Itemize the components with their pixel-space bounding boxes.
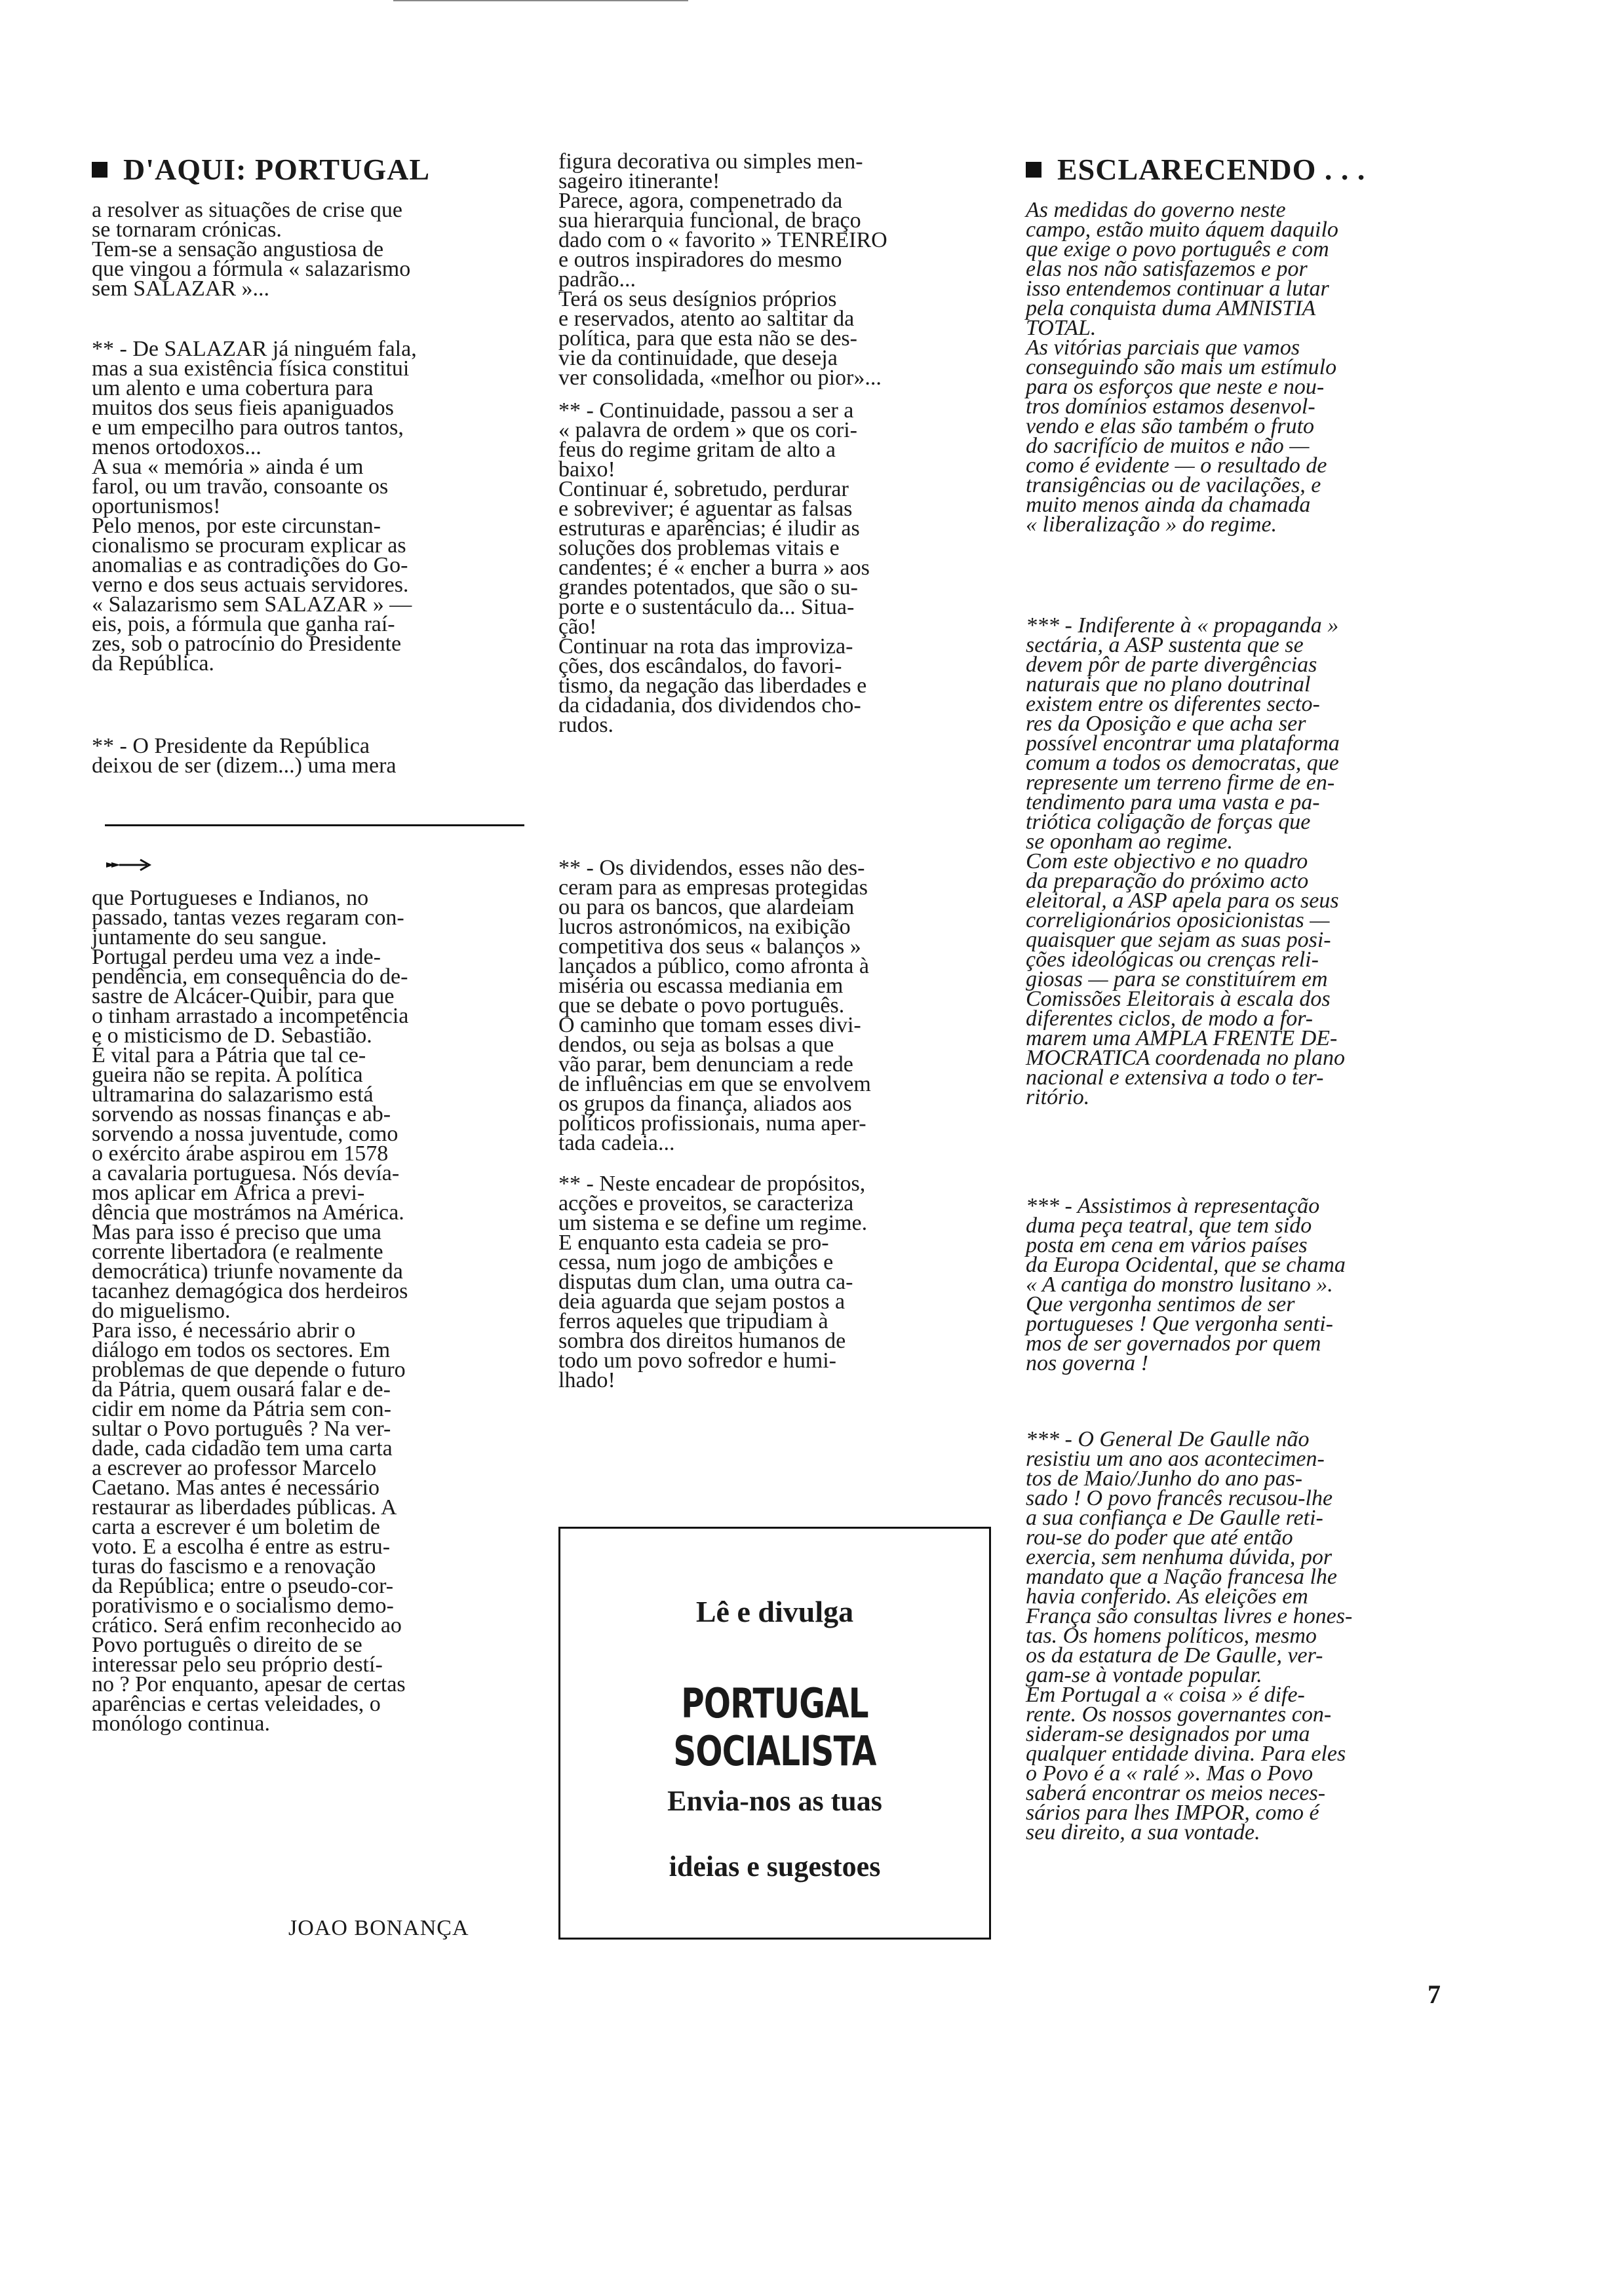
paragraph: que Portugueses e Indianos, no passado, tantas vezes regaram con- juntamente do seu sangue. Portugal perdeu uma vez a inde- pendência, em consequência do de- sastre de Alcácer-Quibir, para que o tinham arrastado a incompetência e o misticismo de D. Sebastião. É vital para a Pátria que tal ce- gueira não se repita. A política ultramarina do salazarismo está sorvendo as nossas finanças e ab- sorvendo a nossa juventude, como o exército árabe aspirou em 1578 a cavalaria portuguesa. Nós devía- mos aplicar em África a previ- dência que mostrámos na América. Mas para isso é preciso que uma corrente libertadora (e realmente democrática) triunfe novamente da tacanhez demagógica dos herdeiros do miguelismo. Para isso, é necessário abrir o diálogo em todos os sectores. Em problemas de que depende o futuro da Pátria, quem ousará falar e de- cidir em nome da Pátria sem con- sultar o Povo português ? Na ver- dade, cada cidadão tem uma carta a escrever ao professor Marcelo Caetano. Mas antes é necessário restaurar as liberdades públicas. A carta a escrever é um boletim de voto. E a escolha é entre as estru- turas do fascismo e a renovação da República; entre o pseudo-cor- porativismo e o socialismo demo- crático. Será enfim reconhecido ao Povo português o direito de se interessar pelo seu próprio destí- no ? Por enquanto, apesar de certas aparências e certas veleidades, o monólogo continua.: [92, 886, 409, 1736]
heading-text: ESCLARECENDO . . .: [1057, 153, 1366, 186]
paragraph: a resolver as situações de crise que se tornaram crónicas. Tem-se a sensação angustiosa de que vingou a fórmula « salazarismo sem SALAZAR »...: [92, 198, 411, 301]
section-heading-daqui: [92, 152, 430, 187]
page-number: 7: [1428, 1980, 1441, 2009]
section-heading-esclarecendo: [1026, 152, 1365, 187]
heading-text: D'AQUI: PORTUGAL: [123, 153, 431, 186]
paragraph: *** - Assistimos à representação duma peça teatral, que tem sido posta em cena em vários países da Europa Ocidental, que se chama « A cantiga do monstro lusitano ». Que vergonha sentimos de ser portugueses ! Que vergonha senti- mos de ser governados por quem nos governa !: [1026, 1194, 1346, 1375]
paragraph: *** - O General De Gaulle não resistiu um ano aos acontecimen- tos de Maio/Junho do ano pas- sado ! O povo francês recusou-lhe a sua confiança e De Gaulle reti- rou-se do poder que até então exercia, sem nenhuma dúvida, por mandato que a Nação francesa lhe havia conferido. As eleições em França são consultas livres e hones- tas. Os homens políticos, mesmo os da estatura de De Gaulle, ver- gam-se à vontade popular. Em Portugal a « coisa » é dife- rente. Os nossos governantes con- sideram-se designados por uma qualquer entidade divina. Para eles o Povo é a « ralé ». Mas o Povo saberá encontrar os meios neces- sários para lhes IMPOR, como é seu direito, a sua vontade.: [1026, 1427, 1353, 1845]
paragraph: ** - De SALAZAR já ninguém fala, mas a sua existência física constitui um alento e uma cobertura para muitos dos seus fieis apaniguados e um empecilho para outros tantos, menos ortodoxos... A sua « memória » ainda é um farol, ou um travão, consoante os oportunismos! Pelo menos, por este circunstan- cionalismo se procuram explicar as anomalias e as contradições do Go- verno e dos seus actuais servidores. « Salazarismo sem SALAZAR » — eis, pois, a fórmula que ganha raí- zes, sob o patrocínio do Presidente da República.: [92, 337, 417, 676]
paragraph: ** - Continuidade, passou a ser a « palavra de ordem » que os cori- feus do regime gritam de alto a baixo! Continuar é, sobretudo, perdurar e sobreviver; é aguentar as falsas estruturas e aparências; é iludir as soluções dos problemas vitais e candentes; é « encher a burra » aos grandes potentados, que são o su- porte e o sustentáculo da... Situa- ção! Continuar na rota das improviza- ções, dos escândalos, do favori- tismo, da negação das liberdades e da cidadania, dos dividendos cho- rudos.: [558, 398, 870, 737]
author-signature: JOAO BONANÇA: [288, 1916, 469, 1940]
paragraph: ** - O Presidente da República deixou de ser (dizem...) uma mera: [92, 734, 397, 778]
advert-line: ideias e sugestoes: [669, 1850, 881, 1883]
paragraph: *** - Indiferente à « propaganda » sectária, a ASP sustenta que se devem pôr de parte divergências naturais que no plano doutrinal existem entre os diferentes secto- res da Oposição e que acha ser possível encontrar uma plataforma comum a todos os democratas, que represente um terreno firme de en- tendimento para uma vasta e pa- triótica coligação de forças que se oponham ao regime. Com este objectivo e no quadro da preparação do próximo acto eleitoral, a ASP apela para os seus correligionários oposicionistas — quaisquer que sejam as suas posi- ções ideológicas ou crenças reli- giosas — para se constituírem em Comissões Eleitorais à escala dos diferentes ciclos, de modo a for- marem uma AMPLA FRENTE DE- MOCRATICA coordenada no plano nacional e extensiva a todo o ter- ritório.: [1026, 613, 1345, 1109]
top-rule: [393, 0, 688, 1]
advert-line: Lê e divulga: [695, 1595, 854, 1628]
paragraph: ** - Os dividendos, esses não des- ceram para as empresas protegidas ou para os bancos, que alardeiam lucros astronómicos, na exibição competitiva dos seus « balanços » lançados a público, como afronta à miséria ou escassa mediania em que se debate o povo português. O caminho que tomam esses divi- dendos, ou seja as bolsas a que vão parar, bem denunciam a rede de influências em que se envolvem os grupos da finança, aliados aos políticos profissionais, numa aper- tada cadeia...: [558, 856, 871, 1155]
bullet-square-icon: [92, 162, 107, 178]
advert-title: PORTUGAL SOCIALISTA: [673, 1679, 876, 1775]
paragraph: As medidas do governo neste campo, estão muito áquem daquilo que exige o povo português e com elas nos não satisfazemos e por isso entendemos continuar a lutar pela conquista duma AMNISTIA TOTAL. As vitórias parciais que vamos conseguindo são mais um estímulo para os esforços que neste e nou- tros domínios estamos desenvol- vendo e elas são também o fruto do sacrifício de muitos e não — como é evidente — o resultado de transigências ou de vacilações, e muito menos ainda da chamada « liberalização » do regime.: [1026, 198, 1338, 537]
bullet-square-icon: [1026, 162, 1041, 178]
column-divider-rule: [105, 824, 524, 826]
paragraph: figura decorativa ou simples men- sageiro itinerante! Parece, agora, compenetrado da sua hierarquia funcional, de braço dado com o « favorito » TENREIRO e outros inspiradores do mesmo padrão... Terá os seus desígnios próprios e reservados, atento ao saltitar da política, para que esta não se des- vie da continuidade, que deseja ver consolidada, «melhor ou pior»...: [558, 149, 887, 390]
advert-box-portugal-socialista: [558, 1527, 991, 1940]
continuation-arrow-icon: [106, 857, 152, 873]
paragraph: ** - Neste encadear de propósitos, acções e proveitos, se caracteriza um sistema e se define um regime. E enquanto esta cadeia se pro- cessa, num jogo de ambições e disputas dum clan, uma outra ca- deia aguarda que sejam postos a ferros aqueles que tripudiam à sombra dos direitos humanos de todo um povo sofredor e humi- lhado!: [558, 1172, 868, 1392]
advert-line: Envia-nos as tuas: [667, 1785, 882, 1817]
